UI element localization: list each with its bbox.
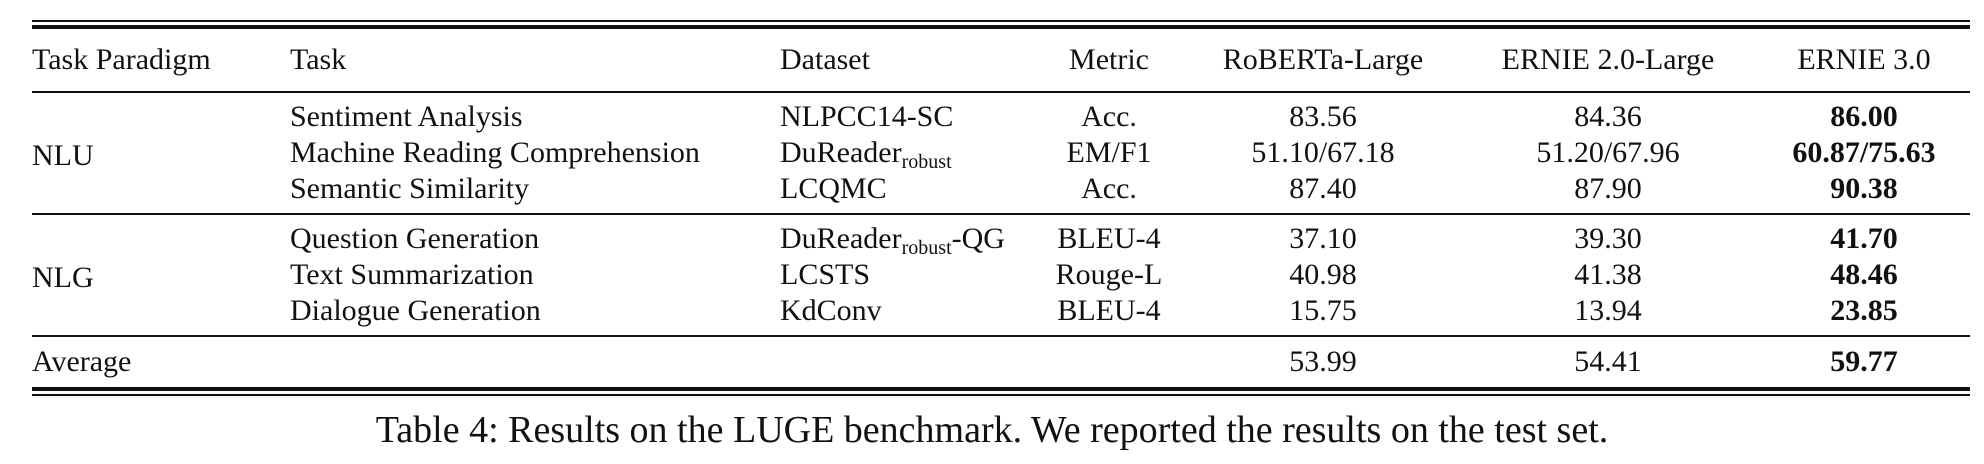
- results-table-figure: [32, 20, 1970, 396]
- empty-cell: [780, 336, 1030, 387]
- dataset-cell: [780, 171, 1030, 214]
- table-row: [32, 214, 1970, 257]
- dataset-cell: [780, 135, 1030, 171]
- metric-cell: BLEU-4: [1030, 214, 1188, 257]
- ernie3-score: 48.46: [1830, 258, 1898, 291]
- table-row: [32, 257, 1970, 293]
- ernie2-score: 41.38: [1574, 258, 1642, 291]
- header-row: [32, 29, 1970, 92]
- roberta-score: 40.98: [1289, 258, 1357, 291]
- top-rule-thin: [32, 20, 1970, 22]
- table-row: [32, 92, 1970, 135]
- table-row: [32, 171, 1970, 214]
- ernie3-average: 59.77: [1758, 336, 1970, 387]
- ernie2-score: 84.36: [1458, 92, 1758, 135]
- ernie2-score: 87.90: [1574, 172, 1642, 205]
- metric-cell: BLEU-4: [1057, 294, 1161, 327]
- ernie3-score: 41.70: [1758, 214, 1970, 257]
- ernie3-score: 60.87/75.63: [1792, 136, 1936, 169]
- header-task: Task: [290, 43, 347, 76]
- bottom-rule-thin: [32, 394, 1970, 396]
- table-row: [32, 135, 1970, 171]
- ernie2-score: 51.20/67.96: [1536, 136, 1680, 169]
- dataset-name: KdConv: [780, 294, 882, 327]
- task-cell: Sentiment Analysis: [290, 92, 780, 135]
- paradigm-label-nlu: NLU: [32, 92, 290, 214]
- header-ernie3: ERNIE 3.0: [1797, 43, 1931, 76]
- task-cell: Question Generation: [290, 214, 780, 257]
- dataset-name: NLPCC14-SC: [780, 100, 954, 133]
- dataset-name: DuReader: [780, 222, 902, 255]
- ernie2-average: 54.41: [1458, 336, 1758, 387]
- results-table: [32, 29, 1970, 387]
- dataset-suffix: -QG: [951, 222, 1005, 255]
- header-ernie2-large: ERNIE 2.0-Large: [1501, 43, 1715, 76]
- roberta-score: 87.40: [1289, 172, 1357, 205]
- empty-cell: [1030, 336, 1188, 387]
- task-cell: Text Summarization: [290, 258, 534, 291]
- roberta-score: 37.10: [1188, 214, 1458, 257]
- task-cell: Semantic Similarity: [290, 172, 530, 205]
- metric-cell: EM/F1: [1066, 136, 1152, 169]
- header-dataset: Dataset: [780, 43, 870, 76]
- roberta-score: 51.10/67.18: [1251, 136, 1395, 169]
- ernie3-score: 90.38: [1830, 172, 1898, 205]
- ernie2-score: 39.30: [1458, 214, 1758, 257]
- task-cell: Dialogue Generation: [290, 294, 541, 327]
- paradigm-label-nlg: NLG: [32, 214, 290, 336]
- empty-cell: [290, 336, 780, 387]
- dataset-cell: [780, 214, 1030, 257]
- average-label: Average: [32, 336, 290, 387]
- metric-cell: Acc.: [1081, 172, 1137, 205]
- dataset-cell: [780, 293, 1030, 336]
- roberta-score: 83.56: [1188, 92, 1458, 135]
- table-caption: Table 4: Results on the LUGE benchmark. We reported the results on the test set.: [375, 409, 1609, 451]
- dataset-name: DuReader: [780, 136, 902, 169]
- dataset-name: LCQMC: [780, 172, 887, 205]
- header-roberta-large: RoBERTa-Large: [1222, 43, 1424, 76]
- task-cell: Machine Reading Comprehension: [290, 136, 700, 169]
- dataset-subscript: robust: [901, 151, 952, 173]
- dataset-cell: [780, 92, 1030, 135]
- average-row: [32, 336, 1970, 387]
- dataset-cell: [780, 257, 1030, 293]
- dataset-subscript: robust: [901, 237, 952, 259]
- header-task-paradigm: Task Paradigm: [32, 43, 211, 76]
- roberta-score: 15.75: [1289, 294, 1357, 327]
- ernie3-score: 23.85: [1830, 294, 1898, 327]
- bottom-rule-thick: [32, 387, 1970, 391]
- ernie2-score: 13.94: [1574, 294, 1642, 327]
- roberta-average: 53.99: [1188, 336, 1458, 387]
- metric-cell: Rouge-L: [1055, 258, 1163, 291]
- ernie3-score: 86.00: [1758, 92, 1970, 135]
- dataset-name: LCSTS: [780, 258, 871, 291]
- header-metric: Metric: [1069, 43, 1149, 76]
- metric-cell: Acc.: [1030, 92, 1188, 135]
- table-row: [32, 293, 1970, 336]
